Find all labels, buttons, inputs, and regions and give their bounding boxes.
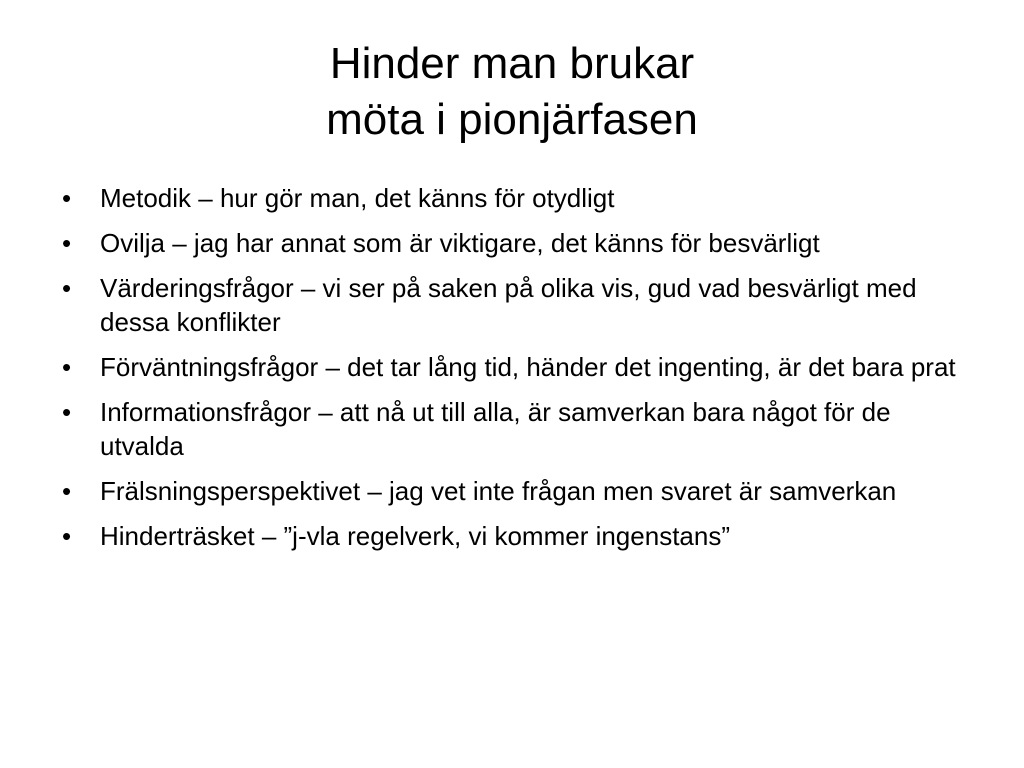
bullet-item	[56, 271, 966, 339]
bullet-text: Metodik – hur gör man, det känns för otydligt	[100, 183, 615, 213]
bullet-list	[56, 181, 966, 564]
bullet-marker: •	[62, 521, 72, 551]
bullet-text: Värderingsfrågor – vi ser på saken på olika vis, gud vad besvärligt med dessa konflikter	[100, 273, 917, 337]
bullet-item	[56, 474, 966, 508]
slide-title	[0, 36, 1024, 148]
bullet-marker: •	[62, 397, 72, 427]
bullet-item	[56, 519, 966, 553]
slide-title-line-2: möta i pionjärfasen	[326, 95, 698, 144]
bullet-marker: •	[62, 476, 72, 506]
bullet-text: Frälsningsperspektivet – jag vet inte frågan men svaret är samverkan	[100, 476, 897, 506]
bullet-marker: •	[62, 352, 72, 382]
bullet-item	[56, 226, 966, 260]
bullet-item	[56, 395, 966, 463]
bullet-item	[56, 350, 966, 384]
bullet-marker: •	[62, 273, 72, 303]
bullet-marker: •	[62, 183, 72, 213]
bullet-text: Hinderträsket – ”j-vla regelverk, vi kommer ingenstans”	[100, 521, 730, 551]
bullet-marker: •	[62, 228, 72, 258]
slide-title-line-1: Hinder man brukar	[329, 39, 695, 88]
bullet-text: Ovilja – jag har annat som är viktigare, det känns för besvärligt	[100, 228, 820, 258]
bullet-item	[56, 181, 966, 215]
bullet-text: Informationsfrågor – att nå ut till alla, är samverkan bara något för de utvalda	[100, 397, 891, 461]
bullet-text: Förväntningsfrågor – det tar lång tid, händer det ingenting, är det bara prat	[100, 352, 956, 382]
